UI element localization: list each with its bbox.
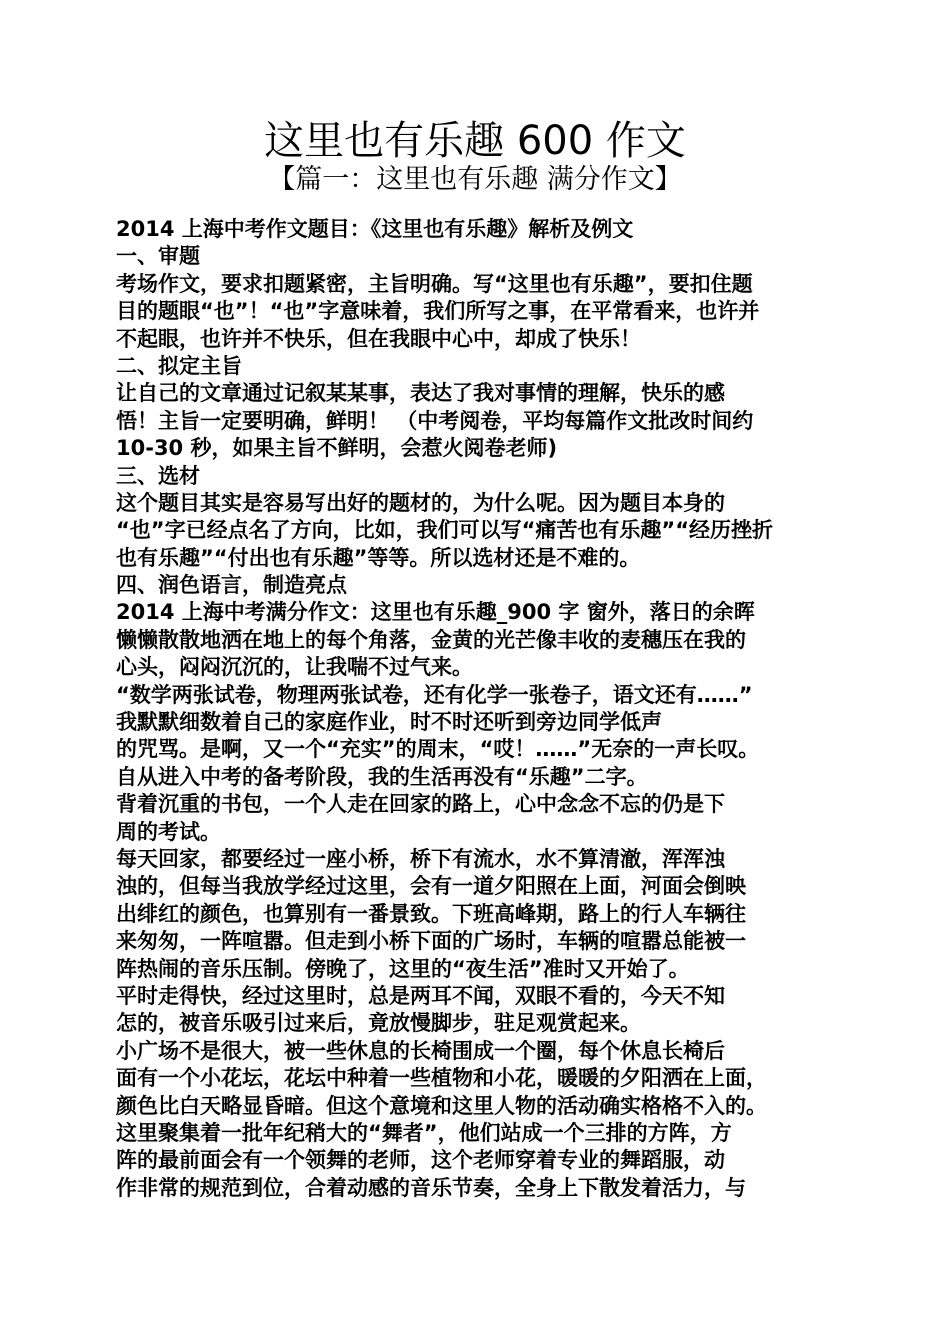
text-line: 怎的，被音乐吸引过来后，竟放慢脚步，驻足观赏起来。 <box>116 1011 641 1036</box>
text-line: “数学两张试卷，物理两张试卷，还有化学一张卷子，语文还有……” <box>116 682 753 707</box>
text-line: 让自己的文章通过记叙某某事，表达了我对事情的理解，快乐的感 <box>116 381 725 406</box>
text-line: 作非常的规范到位，合着动感的音乐节奏，全身上下散发着活力，与 <box>116 1175 746 1200</box>
document-body <box>116 216 846 1202</box>
text-line: 这里聚集着一批年纪稍大的“舞者”，他们站成一个三排的方阵，方 <box>116 1120 732 1145</box>
text-line: 也有乐趣”“付出也有乐趣”等等。所以选材还是不难的。 <box>116 545 641 570</box>
text-line: 背着沉重的书包，一个人走在回家的路上，心中念念不忘的仍是下 <box>116 792 725 817</box>
text-line: 目的题眼“也”！“也”字意味着，我们所写之事，在平常看来，也许并 <box>116 299 760 324</box>
text-line: 的咒骂。是啊，又一个“充实”的周末，“哎！……”无奈的一声长叹。 <box>116 737 760 762</box>
text-line: 2014 上海中考满分作文：这里也有乐趣_900 字 窗外，落日的余晖 <box>116 600 755 625</box>
text-line: 2014 上海中考作文题目：《这里也有乐趣》解析及例文 <box>116 217 634 241</box>
text-line: 每天回家，都要经过一座小桥，桥下有流水，水不算清澈，浑浑浊 <box>116 846 725 871</box>
text-line: 出绯红的颜色，也算别有一番景致。下班高峰期，路上的行人车辆往 <box>116 901 746 926</box>
text-line: 周的考试。 <box>116 819 221 844</box>
text-line: 三、选材 <box>116 463 200 488</box>
text-line: 我默默细数着自己的家庭作业，时不时还听到旁边同学低声 <box>116 710 662 735</box>
text-line: 浊的，但每当我放学经过这里，会有一道夕阳照在上面，河面会倒映 <box>116 874 746 899</box>
text-line: 四、润色语言，制造亮点 <box>116 573 347 598</box>
document-subtitle: 【篇一：这里也有乐趣 满分作文】 <box>268 164 682 195</box>
text-line: 自从进入中考的备考阶段，我的生活再没有“乐趣”二字。 <box>116 764 648 789</box>
text-line: 来匆匆，一阵喧嚣。但走到小桥下面的广场时，车辆的喧嚣总能被一 <box>116 929 746 954</box>
text-line: 小广场不是很大，被一些休息的长椅围成一个圈，每个休息长椅后 <box>116 1038 725 1063</box>
text-line: “也”字已经点名了方向，比如，我们可以写“痛苦也有乐趣”“经历挫折 <box>116 518 774 543</box>
text-line: 不起眼，也许并不快乐，但在我眼中心中，却成了快乐！ <box>116 326 641 351</box>
document-title: 这里也有乐趣 600 作文 <box>264 118 686 164</box>
text-line: 二、拟定主旨 <box>116 353 242 378</box>
text-line: 考场作文，要求扣题紧密，主旨明确。写“这里也有乐趣”，要扣住题 <box>116 271 753 296</box>
text-line: 10-30 秒，如果主旨不鲜明，会惹火阅卷老师) <box>116 436 558 461</box>
text-line: 这个题目其实是容易写出好的题材的，为什么呢。因为题目本身的 <box>116 490 725 515</box>
text-line: 面有一个小花坛，花坛中种着一些植物和小花，暖暖的夕阳洒在上面， <box>116 1066 767 1091</box>
text-line: 阵的最前面会有一个领舞的老师，这个老师穿着专业的舞蹈服，动 <box>116 1148 725 1173</box>
text-line: 颜色比白天略显昏暗。但这个意境和这里人物的活动确实格格不入的。 <box>116 1093 767 1118</box>
text-line: 平时走得快，经过这里时，总是两耳不闻，双眼不看的，今天不知 <box>116 983 725 1008</box>
text-line: 一、审题 <box>116 244 200 269</box>
text-line: 悟！主旨一定要明确，鲜明！ （中考阅卷，平均每篇作文批改时间约 <box>116 408 754 433</box>
text-line: 懒懒散散地洒在地上的每个角落，金黄的光芒像丰收的麦穗压在我的 <box>116 627 746 652</box>
text-line: 心头，闷闷沉沉的，让我喘不过气来。 <box>116 655 473 680</box>
text-line: 阵热闹的音乐压制。傍晚了，这里的“夜生活”准时又开始了。 <box>116 956 690 981</box>
